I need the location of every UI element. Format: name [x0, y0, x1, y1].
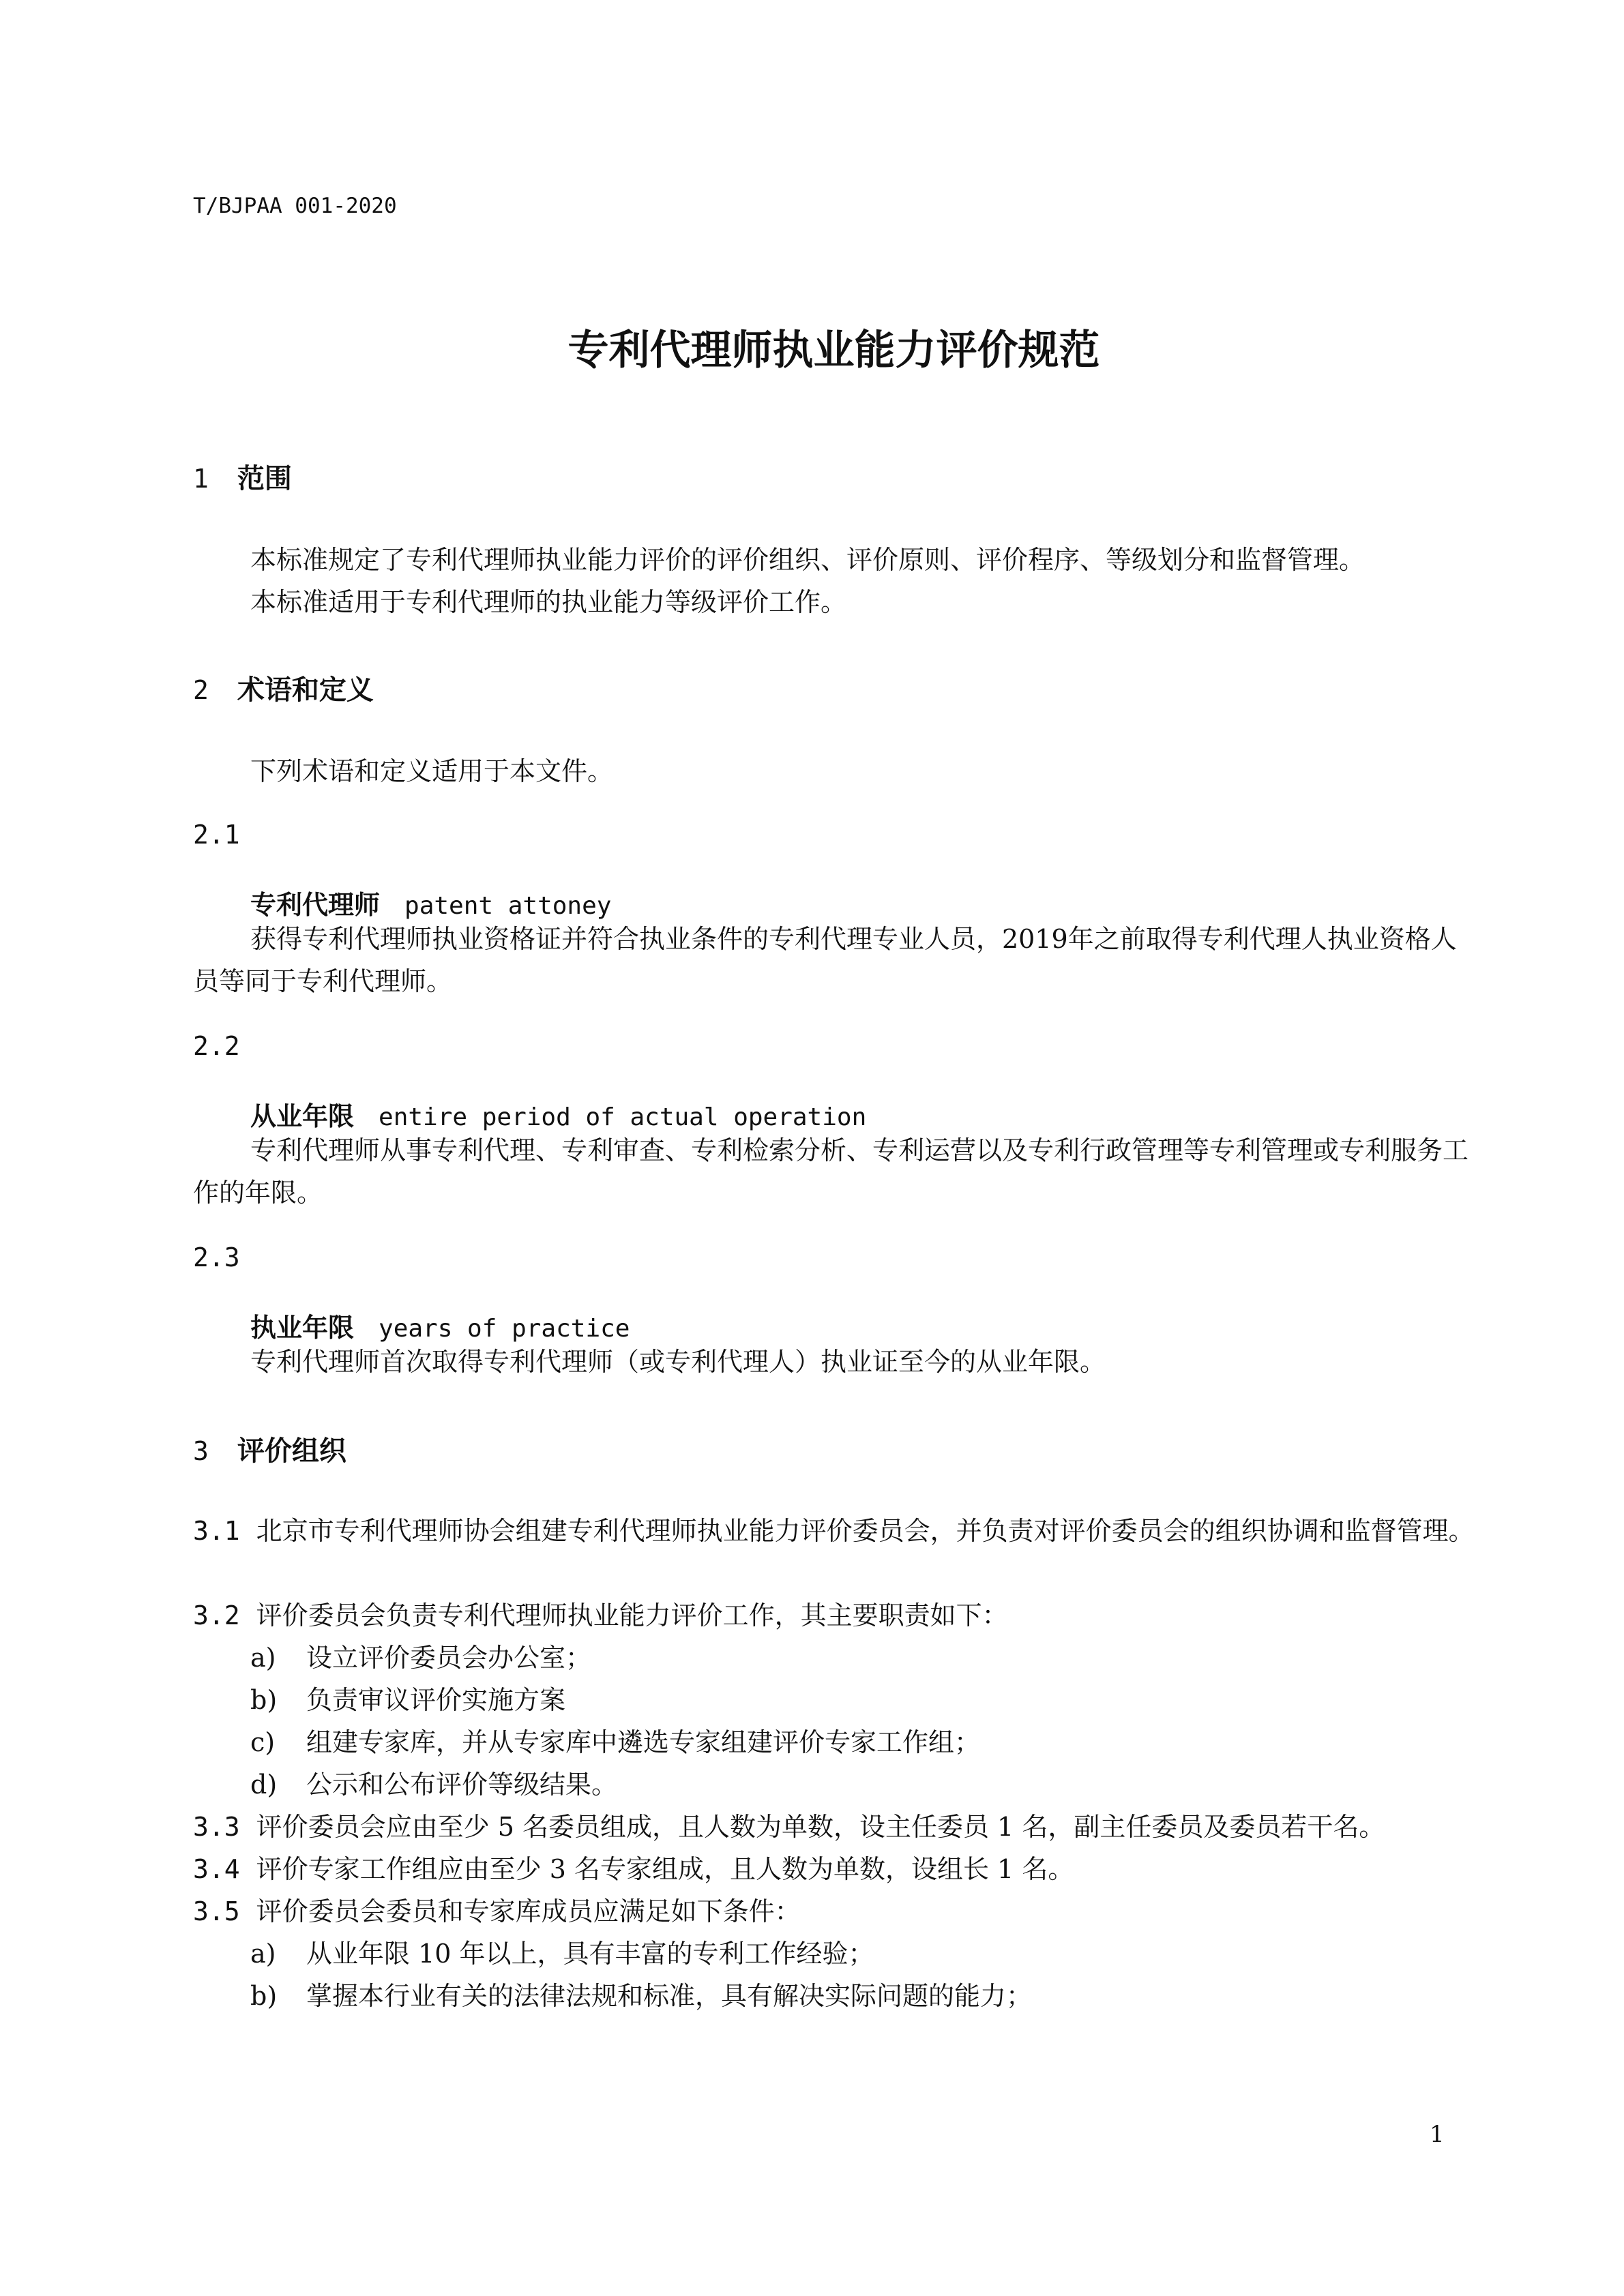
term-definition: 获得专利代理师执业资格证并符合执业条件的专利代理专业人员，2019年之前取得专利代理人执业资格人员等同于专利代理师。 [193, 924, 1457, 996]
terms-intro: 下列术语和定义适用于本文件。 [250, 756, 614, 786]
term-definition: 专利代理师首次取得专利代理师（或专利代理人）执业证至今的从业年限。 [250, 1347, 1106, 1377]
clause-number: 3.4 [193, 1854, 240, 1884]
standard-code: T/BJPAA 001-2020 [193, 194, 397, 218]
term-number: 2.2 [193, 1031, 240, 1061]
term-chinese: 专利代理师 [250, 890, 381, 920]
clause-number: 3.1 [193, 1516, 240, 1546]
clause-3-2 [193, 1594, 1008, 1637]
scope-paragraph-1: 本标准规定了专利代理师执业能力评价的评价组织、评价原则、评价程序、等级划分和监督管理。 [250, 545, 1365, 575]
term-heading [250, 1095, 866, 1133]
list-item [250, 1721, 980, 1763]
term-english: years of practice [379, 1315, 630, 1343]
term-chinese: 从业年限 [250, 1101, 355, 1131]
term-english: patent attoney [404, 892, 612, 920]
list-marker: b) [250, 1685, 278, 1715]
section-number: 3 [193, 1436, 209, 1466]
document-title: 专利代理师执业能力评价规范 [567, 327, 1100, 374]
clause-text: 评价委员会应由至少 5 名委员组成，且人数为单数，设主任委员 1 名，副主任委员及委员若干名。 [256, 1812, 1385, 1842]
term-heading [250, 884, 611, 921]
clause-3-1 [193, 1510, 1475, 1552]
scope-paragraph-2: 本标准适用于专利代理师的执业能力等级评价工作。 [250, 587, 847, 617]
clause-text: 评价委员会负责专利代理师执业能力评价工作，其主要职责如下： [256, 1600, 1008, 1630]
section-title: 术语和定义 [237, 674, 374, 706]
list-item [250, 1763, 617, 1806]
clause-number: 3.5 [193, 1896, 240, 1926]
list-marker: a) [250, 1643, 276, 1673]
section-title: 评价组织 [237, 1435, 346, 1467]
list-text: 掌握本行业有关的法律法规和标准，具有解决实际问题的能力； [306, 1981, 1033, 2011]
section-title: 范围 [237, 463, 292, 494]
term-chinese: 执业年限 [250, 1313, 355, 1343]
clause-3-5 [193, 1890, 801, 1933]
list-text: 公示和公布评价等级结果。 [306, 1770, 618, 1800]
list-text: 负责审议评价实施方案 [306, 1685, 566, 1715]
list-marker: c) [250, 1727, 276, 1757]
list-text: 从业年限 10 年以上，具有丰富的专利工作经验； [306, 1939, 874, 1969]
clause-3-4 [193, 1848, 1074, 1890]
clause-number: 3.3 [193, 1812, 240, 1842]
list-text: 设立评价委员会办公室； [306, 1643, 592, 1673]
term-number: 2.1 [193, 820, 240, 850]
list-marker: b) [250, 1981, 278, 2011]
term-number: 2.3 [193, 1242, 240, 1272]
list-marker: a) [250, 1939, 276, 1969]
section-2-heading [193, 668, 374, 707]
list-text: 组建专家库，并从专家库中遴选专家组建评价专家工作组； [306, 1727, 981, 1757]
list-marker: d) [250, 1770, 278, 1800]
section-1-heading [193, 457, 292, 496]
clause-number: 3.2 [193, 1600, 240, 1630]
list-item [250, 1637, 591, 1679]
clause-text: 北京市专利代理师协会组建专利代理师执业能力评价委员会，并负责对评价委员会的组织协调和监督管理。 [256, 1516, 1475, 1546]
clause-3-3 [193, 1806, 1385, 1848]
list-item [250, 1975, 1032, 2017]
section-number: 1 [193, 464, 209, 494]
term-english: entire period of actual operation [379, 1103, 867, 1131]
section-number: 2 [193, 675, 209, 705]
section-3-heading [193, 1429, 346, 1468]
clause-text: 评价委员会委员和专家库成员应满足如下条件： [256, 1896, 801, 1926]
clause-text: 评价专家工作组应由至少 3 名专家组成，且人数为单数，设组长 1 名。 [256, 1854, 1074, 1884]
list-item [250, 1933, 874, 1975]
page-number: 1 [1430, 2121, 1445, 2148]
term-heading [250, 1307, 630, 1344]
list-item [250, 1679, 565, 1721]
term-definition: 专利代理师从事专利代理、专利审查、专利检索分析、专利运营以及专利行政管理等专利管理或专利服务工作的年限。 [193, 1135, 1469, 1208]
